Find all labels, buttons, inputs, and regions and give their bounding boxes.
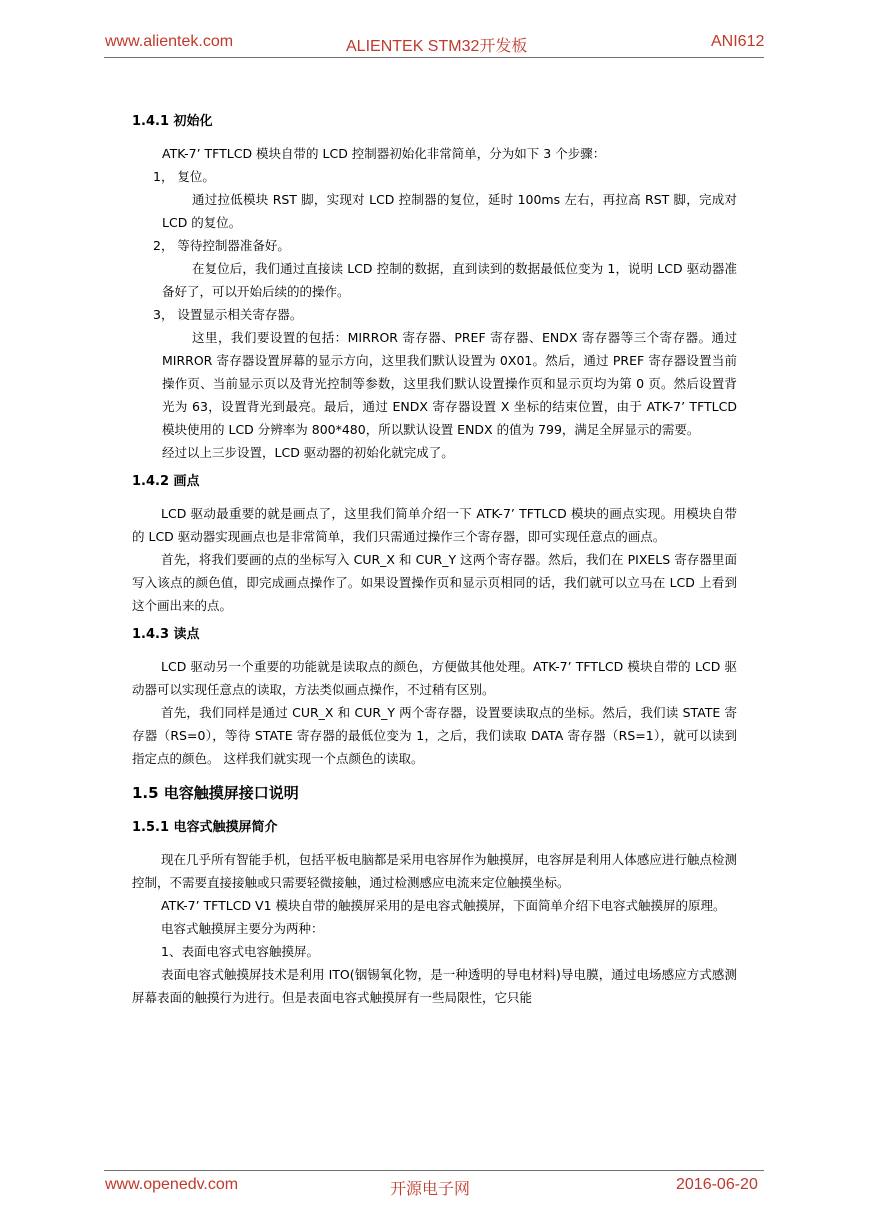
header-title: ALIENTEK STM32开发板 (346, 38, 528, 55)
paragraph: 在复位后，我们通过直接读 LCD 控制的数据，直到读到的数据最低位变为 1，说明 LCD 驱动器准备好了，可以开始后续的的操作。 (162, 261, 737, 299)
paragraph: 经过以上三步设置，LCD 驱动器的初始化就完成了。 (162, 445, 454, 460)
section-1-4-1-title: 1.4.1 初始化 (132, 114, 213, 129)
paragraph: LCD 驱动最重要的就是画点了，这里我们简单介绍一下 ATK-7’ TFTLCD 模块的画点实现。用模块自带的 LCD 驱动器实现画点也是非常简单，我们只需通过操作三个寄存器，即可实现任意点的画点。 (132, 506, 737, 544)
list-item: 1， 复位。 (153, 169, 215, 184)
footer-website[interactable]: www.openedv.com (105, 1176, 239, 1193)
header-website[interactable]: www.alientek.com (105, 33, 234, 50)
list-item: 3， 设置显示相关寄存器。 (153, 307, 303, 322)
paragraph: LCD 驱动另一个重要的功能就是读取点的颜色，方便做其他处理。ATK-7’ TFTLCD 模块自带的 LCD 驱动器可以实现任意点的读取，方法类似画点操作，不过稍有区别。 (132, 659, 737, 697)
paragraph: 首先，将我们要画的点的坐标写入 CUR_X 和 CUR_Y 这两个寄存器。然后，我们在 PIXELS 寄存器里面写入该点的颜色值，即完成画点操作了。如果设置操作页和显示页相同的话，我们就可以立马在 LCD 上看到这个画出来的点。 (132, 552, 737, 613)
footer-site-name: 开源电子网 (390, 1181, 471, 1198)
section-1-4-2-title: 1.4.2 画点 (132, 474, 200, 489)
paragraph: ATK-7’ TFTLCD 模块自带的 LCD 控制器初始化非常简单，分为如下 3 个步骤： (162, 146, 606, 161)
section-1-4-3-title: 1.4.3 读点 (132, 627, 200, 642)
header-model: ANI612 (711, 33, 765, 50)
paragraph: ATK-7’ TFTLCD V1 模块自带的触摸屏采用的是电容式触摸屏，下面简单介绍下电容式触摸屏的原理。 (161, 898, 726, 913)
paragraph: 首先，我们同样是通过 CUR_X 和 CUR_Y 两个寄存器，设置要读取点的坐标。然后，我们读 STATE 寄存器（RS=0），等待 STATE 寄存器的最低位变为 1，之后，我们读取 DATA 寄存器（RS=1），就可以读到指定点的颜色。 这样我们就实现一个点颜色的读取。 (132, 705, 737, 766)
paragraph: 现在几乎所有智能手机，包括平板电脑都是采用电容屏作为触摸屏，电容屏是利用人体感应进行触点检测控制，不需要直接接触或只需要轻微接触，通过检测感应电流来定位触摸坐标。 (132, 852, 737, 890)
footer-rule (104, 1170, 764, 1171)
section-1-5-1-title: 1.5.1 电容式触摸屏简介 (132, 820, 278, 835)
section-1-5-title: 1.5 电容触摸屏接口说明 (132, 784, 299, 802)
paragraph: 电容式触摸屏主要分为两种： (161, 921, 324, 936)
paragraph: 表面电容式触摸屏技术是利用 ITO(铟锡氧化物，是一种透明的导电材料)导电膜，通过电场感应方式感测屏幕表面的触摸行为进行。但是表面电容式触摸屏有一些局限性，它只能 (132, 967, 737, 1005)
list-item: 1、表面电容式电容触摸屏。 (161, 944, 319, 959)
footer-date: 2016-06-20 (676, 1176, 758, 1193)
paragraph: 这里，我们要设置的包括：MIRROR 寄存器、PREF 寄存器、ENDX 寄存器等三个寄存器。通过 MIRROR 寄存器设置屏幕的显示方向，这里我们默认设置为 0X01。然后，通过 PREF 寄存器设置当前操作页、当前显示页以及背光控制等参数，这里我们默认设置操作页和显示页均为第 0 页。然后设置背光为 63，设置背光到最亮。最后，通过 ENDX 寄存器设置 X 坐标的结束位置，由于 ATK-7’ TFTLCD 模块使用的 LCD 分辨率为 800*480，所以默认设置 ENDX 的值为 799，满足全屏显示的需要。 (162, 330, 737, 437)
paragraph: 通过拉低模块 RST 脚，实现对 LCD 控制器的复位，延时 100ms 左右，再拉高 RST 脚，完成对 LCD 的复位。 (162, 192, 737, 230)
header-rule (104, 57, 764, 58)
list-item: 2， 等待控制器准备好。 (153, 238, 290, 253)
page-content (132, 112, 737, 1009)
